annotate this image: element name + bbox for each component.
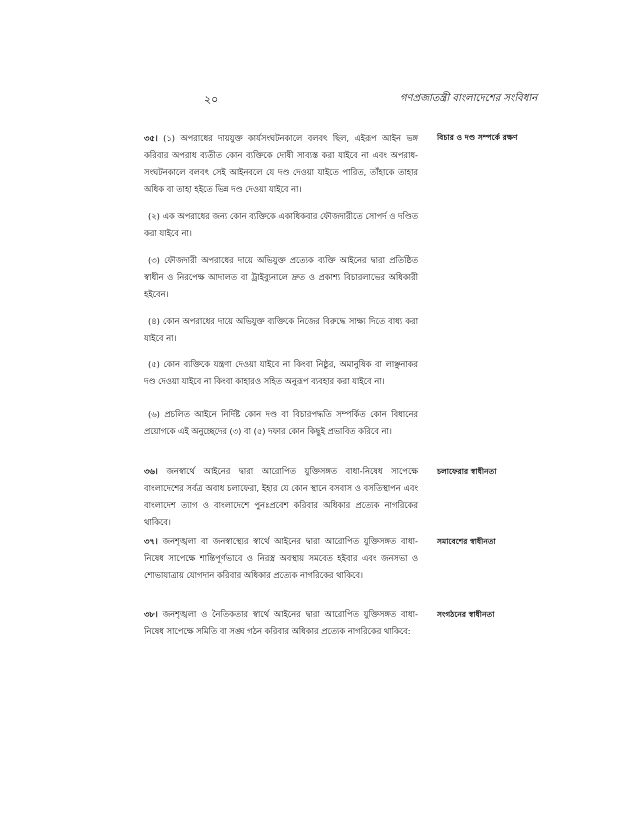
article-number: ৩৬।	[144, 466, 158, 476]
clause-text: (৩) ফৌজদারী অপরাধের দায়ে অভিযুক্ত প্রত্যেক ব্যক্তি আইনের দ্বারা প্রতিষ্ঠিত স্বাধীন ও নিরপেক্ষ আদালত বা ট্রাইব্যুনালে দ্রুত ও প্রকাশ্য বিচারলাভের অধিকারী হইবেন।	[144, 255, 418, 299]
article-number: ৩৮।	[144, 609, 158, 619]
article-number: ৩৫।	[144, 133, 158, 143]
article-35-clause-5	[144, 356, 418, 390]
article-37	[144, 533, 418, 584]
clause-text: (১) অপরাধের দায়যুক্ত কার্যসংঘটনকালে বলবৎ ছিল, এইরূপ আইন ভঙ্গ করিবার অপরাধ ব্যতীত কোন ব্যক্তিকে দোষী সাব্যস্ত করা যাইবে না এবং অপরাধ-সংঘটনকালে বলবৎ সেই আইনবলে যে দণ্ড দেওয়া যাইতে পারিত, তাঁহাকে তাহার অধিক বা তাহা হইতে ভিন্ন দণ্ড দেওয়া যাইবে না।	[144, 133, 418, 194]
clause-text: জনশৃঙ্খলা বা জনস্বাস্থ্যের স্বার্থে আইনের দ্বারা আরোপিত যুক্তিসঙ্গত বাধা-নিষেধ সাপেক্ষে শান্তিপূর্ণভাবে ও নিরস্ত্র অবস্থায় সমবেত হইবার এবং জনসভা ও শোভাযাত্রায় যোগদান করিবার অধিকার প্রত্যেক নাগরিকের থাকিবে।	[144, 536, 418, 580]
article-35-clause-3	[144, 252, 418, 303]
clause-text: জনশৃঙ্খলা ও নৈতিকতার স্বার্থে আইনের দ্বারা আরোপিত যুক্তিসঙ্গত বাধা-নিষেধ সাপেক্ষে সমিতি বা সঙ্ঘ গঠন করিবার অধিকার প্রত্যেক নাগরিকের থাকিবে:	[144, 609, 418, 636]
clause-text: (২) এক অপরাধের জন্য কোন ব্যক্তিকে একাধিকবার ফৌজদারীতে সোপর্দ ও দণ্ডিত করা যাইবে না।	[144, 211, 418, 238]
article-number: ৩৭।	[144, 536, 158, 546]
article-35-clause-2	[144, 208, 418, 242]
article-36	[144, 463, 418, 531]
article-35-clause-1	[144, 130, 418, 198]
article-35-clause-4	[144, 313, 418, 347]
margin-note-article-37: সমাবেশের স্বাধীনতা	[437, 537, 496, 546]
article-38	[144, 606, 418, 640]
clause-text: জনস্বার্থে আইনের দ্বারা আরোপিত যুক্তিসঙ্গত বাধা-নিষেধ সাপেক্ষে বাংলাদেশের সর্বত্র অবাধ চলাফেরা, ইহার যে কোন স্থানে বসবাস ও বসতিস্থাপন এবং বাংলাদেশ ত্যাগ ও বাংলাদেশে পুনঃপ্রবেশ করিবার অধিকার প্রত্যেক নাগরিকের থাকিবে।	[144, 466, 418, 527]
page-number: ২০	[204, 93, 219, 106]
running-header-title: গণপ্রজাতন্ত্রী বাংলাদেশের সংবিধান	[400, 93, 538, 104]
clause-text: (৫) কোন ব্যক্তিকে যন্ত্রণা দেওয়া যাইবে না কিংবা নিষ্ঠুর, অমানুষিক বা লাঞ্ছনাকর দণ্ড দেওয়া যাইবে না কিংবা কাহারও সহিত অনুরূপ ব্যবহার করা যাইবে না।	[144, 359, 418, 386]
margin-note-article-38: সংগঠনের স্বাধীনতা	[437, 610, 495, 619]
clause-text: (৬) প্রচলিত আইনে নির্দিষ্ট কোন দণ্ড বা বিচারপদ্ধতি সম্পর্কিত কোন বিধানের প্রয়োগকে এই অনুচ্ছেদের (৩) বা (৫) দফার কোন কিছুই প্রভাবিত করিবে না।	[144, 409, 418, 436]
margin-note-article-36: চলাফেরার স্বাধীনতা	[437, 467, 497, 476]
margin-note-article-35: বিচার ও দণ্ড সম্পর্কে রক্ষণ	[437, 133, 518, 142]
article-35-clause-6	[144, 406, 418, 440]
clause-text: (৪) কোন অপরাধের দায়ে অভিযুক্ত ব্যক্তিকে নিজের বিরুদ্ধে সাক্ষ্য দিতে বাধ্য করা যাইবে না।	[144, 316, 418, 343]
